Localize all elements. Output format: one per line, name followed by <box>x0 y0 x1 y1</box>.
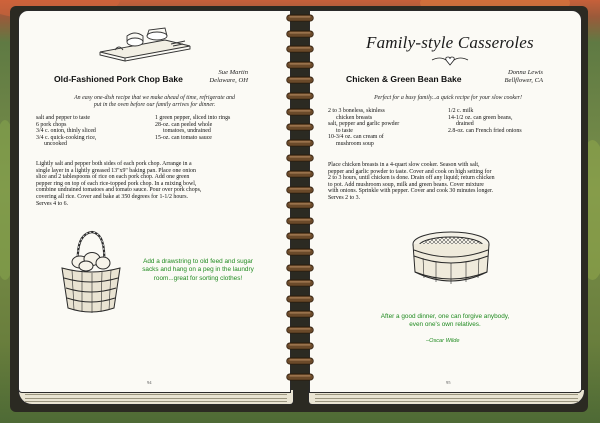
ingredients-column <box>448 108 573 134</box>
tip-line: room...great for sorting clothes! <box>153 274 243 282</box>
recipe-author <box>465 69 543 85</box>
instruction-line: single layer in a lightly greased 13"x9" baking pan. Place one onion <box>36 167 196 174</box>
ingredient-line: uncooked <box>44 141 67 148</box>
household-tip <box>128 258 268 283</box>
spiral-coil-icon <box>284 45 316 53</box>
instruction-line: Serves 4 to 6. <box>36 200 69 207</box>
ingredient-line: 6 pork chops <box>36 121 67 128</box>
instruction-line: pepper and garlic powder to taste. Cover and cook on high setting for <box>328 168 492 175</box>
ingredient-line: mushroom soup <box>336 140 374 147</box>
ingredient-line: 15-oz. can tomato sauce <box>155 134 212 141</box>
recipe-title: Old-Fashioned Pork Chop Bake <box>54 74 183 84</box>
spiral-coil-icon <box>284 295 316 303</box>
author-location: Delaware, OH <box>209 77 248 84</box>
author-location: Bellflower, CA <box>504 77 543 84</box>
instruction-line: to pot. Add mushroom soup, milk and green beans. Cover mixture <box>328 181 484 188</box>
egg-basket-icon <box>56 228 126 318</box>
recipe-intro <box>330 95 566 102</box>
spiral-coil-icon <box>284 248 316 256</box>
author-name: Donna Lewis <box>508 69 543 76</box>
page-number: 95 <box>446 380 451 385</box>
spiral-coil-icon <box>284 108 316 116</box>
recipe-intro <box>36 95 273 109</box>
spiral-coil-icon <box>284 139 316 147</box>
spiral-coil-icon <box>284 342 316 350</box>
ingredient-line: salt and pepper to taste <box>36 115 90 121</box>
quote-source: –Oscar Wilde <box>426 338 460 344</box>
tip-line: sacks and hang on a peg in the laundry <box>142 266 254 274</box>
intro-line: put in the oven before our family arrives for dinner. <box>93 102 216 108</box>
spiral-coil-icon <box>284 232 316 240</box>
spiral-coil-icon <box>284 123 316 131</box>
spiral-coil-icon <box>284 279 316 287</box>
intro-line: An easy one-dish recipe that we make ahead of time, refrigerate and <box>74 95 235 101</box>
instruction-line: Lightly salt and pepper both sides of each pork chop. Arrange in a <box>36 161 192 167</box>
spiral-coil-icon <box>284 30 316 38</box>
ingredient-line: 1/2 c. milk <box>448 108 474 114</box>
spiral-coil-icon <box>284 373 316 381</box>
ingredient-line: tomatoes, undrained <box>163 128 211 135</box>
spiral-coil-icon <box>284 61 316 69</box>
ingredient-line: 2 to 3 boneless, skinless <box>328 108 385 114</box>
spiral-coil-icon <box>284 14 316 22</box>
instruction-line: 2 to 3 hours, until chicken is done. Drain off any liquid; return chicken <box>328 175 495 182</box>
ingredient-line: 14-1/2 oz. can green beans, <box>448 114 513 121</box>
instruction-line: with onions. Sprinkle with pepper. Cover and cook 30 minutes longer. <box>328 188 494 195</box>
ingredient-line: 3/4 c. quick-cooking rice, <box>36 134 97 141</box>
kitchen-utensils-sketch-icon <box>95 24 195 64</box>
instruction-line: slice and 2 tablespoons of rice on each pork chop. Add one green <box>36 174 190 181</box>
instruction-line: covering all rice. Cover and bake at 350 degrees for 1-1/2 hours. <box>36 193 188 200</box>
intro-line: Perfect for a busy family...a quick recipe for your slow cooker! <box>374 95 522 101</box>
recipe-instructions <box>328 162 573 202</box>
ingredient-line: drained <box>456 121 474 128</box>
spiral-coil-icon <box>284 326 316 334</box>
instruction-line: Serves 2 to 3. <box>328 194 361 201</box>
instruction-line: Place chicken breasts in a 4-quart slow cooker. Season with salt, <box>328 162 480 168</box>
tip-line: Add a drawstring to old feed and sugar <box>143 258 253 265</box>
ingredients-column <box>328 108 448 148</box>
instruction-line: combine undrained tomatoes and tomato sauce. Pour over pork chops, <box>36 187 202 194</box>
spiral-coil-icon <box>284 170 316 178</box>
ingredients-column <box>36 115 146 148</box>
spiral-coil-icon <box>284 186 316 194</box>
spiral-coil-icon <box>284 310 316 318</box>
quote <box>360 313 530 330</box>
instruction-line: pepper ring on top of each rice-topped pork chop. In a mixing bowl, <box>36 180 197 187</box>
quote-line: even one's own relatives. <box>409 321 481 329</box>
ingredient-line: to taste <box>336 127 353 134</box>
ingredient-line: 28-oz. can peeled whole <box>155 121 213 128</box>
spiral-coil-icon <box>284 357 316 365</box>
ingredient-line: salt, pepper and garlic powder <box>328 121 400 128</box>
recipe-author <box>170 69 248 85</box>
sieve-icon <box>408 228 494 290</box>
heart-icon <box>430 53 470 67</box>
recipe-instructions <box>36 161 276 207</box>
spiral-coil-icon <box>284 264 316 272</box>
spiral-coil-icon <box>284 201 316 209</box>
ingredient-line: chicken breasts <box>336 114 373 121</box>
recipe-title: Chicken & Green Bean Bake <box>346 74 462 84</box>
ingredient-line: 2.8-oz. can French fried onions <box>448 127 522 134</box>
spiral-coil-icon <box>284 76 316 84</box>
spiral-coil-icon <box>284 217 316 225</box>
ingredients-column <box>155 115 275 141</box>
ingredient-line: 1 green pepper, sliced into rings <box>155 115 231 121</box>
spiral-coil-icon <box>284 154 316 162</box>
ingredient-line: 3/4 c. onion, thinly sliced <box>36 128 96 135</box>
ingredient-line: 10-3/4 oz. can cream of <box>328 134 384 141</box>
book-title: Family-style Casseroles <box>366 33 534 52</box>
page-number: 94 <box>147 380 152 385</box>
quote-line: After a good dinner, one can forgive anybody, <box>380 313 510 320</box>
author-name: Sue Martin <box>218 69 248 76</box>
spiral-coil-icon <box>284 92 316 100</box>
